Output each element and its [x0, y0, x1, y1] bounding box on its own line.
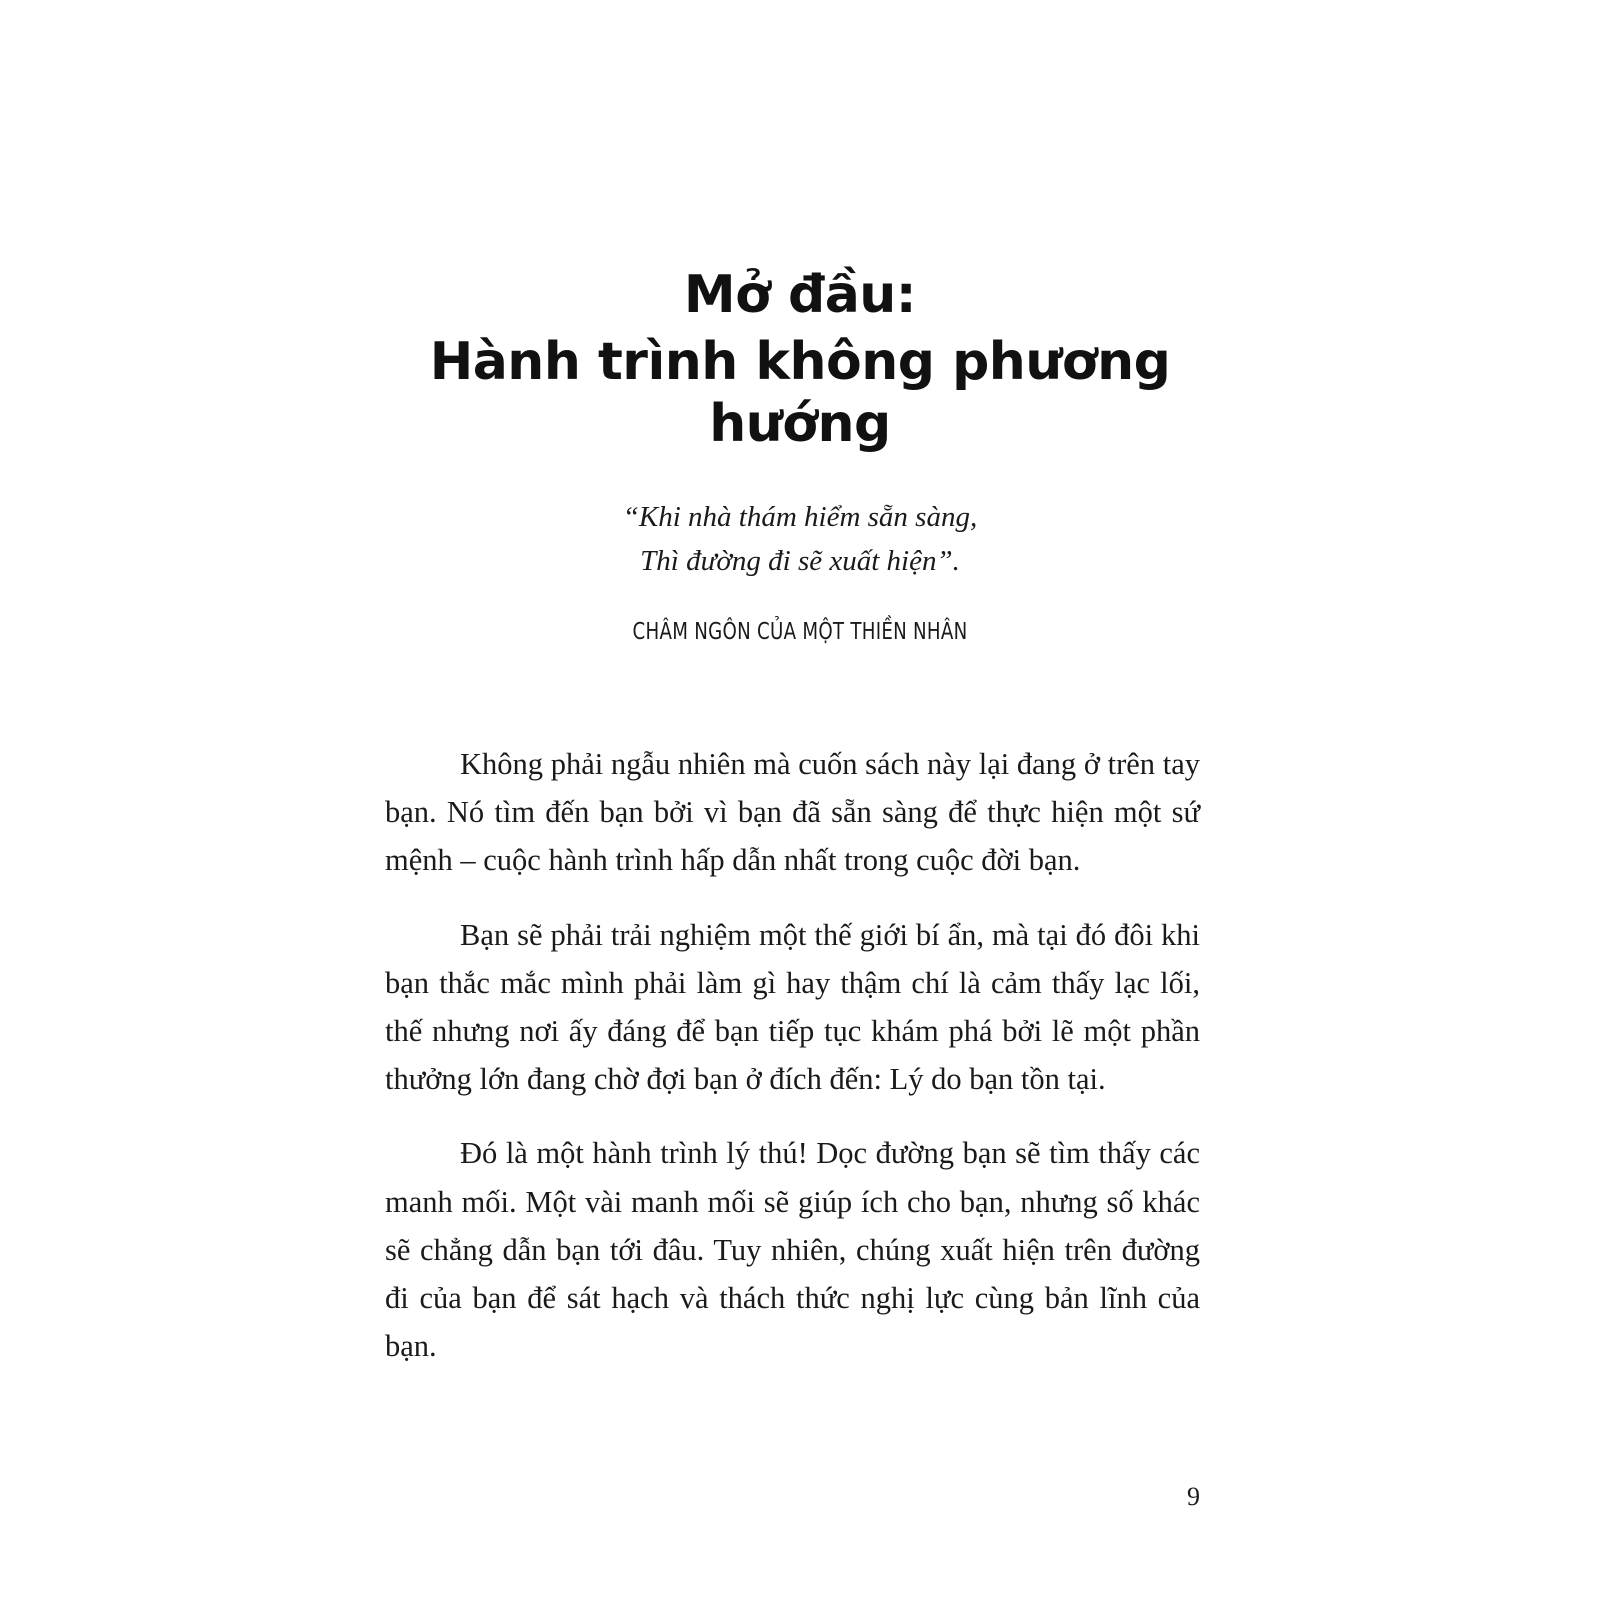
body-paragraph: Đó là một hành trình lý thú! Dọc đường bạn sẽ tìm thấy các manh mối. Một vài manh mối sẽ giúp ích cho bạn, nhưng số khác sẽ chẳng dẫn bạn tới đâu. Tuy nhiên, chúng xuất hiện trên đường đi của bạn để sát hạch và thách thức nghị lực cùng bản lĩnh của bạn.: [385, 1136, 1200, 1364]
body-paragraph: Không phải ngẫu nhiên mà cuốn sách này lại đang ở trên tay bạn. Nó tìm đến bạn bởi vì bạn đã sẵn sàng để thực hiện một sứ mệnh – cuộc hành trình hấp dẫn nhất trong cuộc đời bạn.: [385, 747, 1200, 878]
page-title: [380, 265, 1220, 455]
body-paragraph: Bạn sẽ phải trải nghiệm một thế giới bí ẩn, mà tại đó đôi khi bạn thắc mắc mình phải làm gì hay thậm chí là cảm thấy lạc lối, thế nhưng nơi ấy đáng để bạn tiếp tục khám phá bởi lẽ một phần thưởng lớn đang chờ đợi bạn ở đích đến: Lý do bạn tồn tại.: [385, 917, 1200, 1097]
page-number: 9: [1187, 1482, 1200, 1511]
epigraph-attribution: CHÂM NGÔN CỦA MỘT THIỀN NHÂN: [632, 619, 968, 646]
epigraph-line-1: “Khi nhà thám hiểm sẵn sàng,: [622, 501, 978, 533]
epigraph-block: [380, 495, 1220, 645]
page-title-line-2: Hành trình không phương hướng: [429, 332, 1171, 454]
epigraph-line-2: Thì đường đi sẽ xuất hiện”.: [640, 545, 960, 578]
body-text: [385, 740, 1200, 1370]
page-title-line-1: Mở đầu:: [683, 265, 917, 325]
